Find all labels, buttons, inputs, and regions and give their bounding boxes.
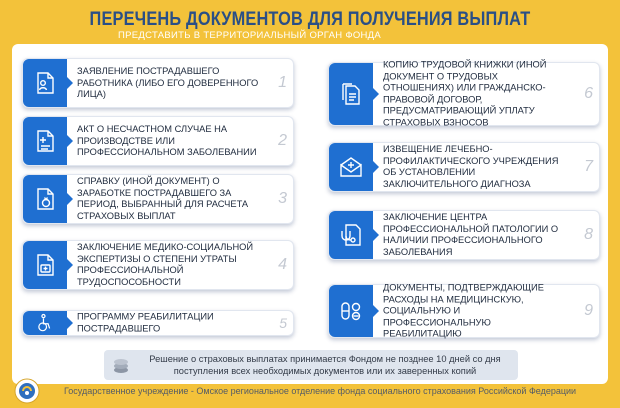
document-text: ЗАЯВЛЕНИЕ ПОСТРАДАВШЕГО РАБОТНИКА (ЛИБО ЕГО ДОВЕРЕННОГО ЛИЦА) <box>77 65 259 99</box>
document-card-2 <box>22 116 294 166</box>
medical-document-icon <box>23 117 67 165</box>
medical-envelope-icon <box>329 143 373 191</box>
document-number: 6 <box>584 85 593 102</box>
document-card-8 <box>328 210 600 260</box>
document-text: ИЗВЕЩЕНИЕ ЛЕЧЕБНО-ПРОФИЛАКТИЧЕСКОГО УЧРЕЖДЕНИЯ ОБ УСТАНОВЛЕНИИ ЗАКЛЮЧИТЕЛЬНОГО ДИАГНОЗА <box>383 144 559 189</box>
document-text: КОПИЮ ТРУДОВОЙ КНИЖКИ (ИНОЙ ДОКУМЕНТ О ТРУДОВЫХ ОТНОШЕНИЯХ) ИЛИ ГРАЖДАНСКО-ПРАВОВОЙ ДОГОВОР, ПРЕДУСМАТРИВАЮЩИЙ УПЛАТУ СТРАХОВЫХ ВЗНОСОВ <box>383 59 547 127</box>
note-text: Решение о страховых выплатах принимается Фондом не позднее 10 дней со дня поступления всех необходимых документов или их заверенных копий <box>149 354 501 376</box>
document-number: 9 <box>584 302 593 319</box>
document-number: 8 <box>584 226 593 243</box>
page-subtitle: ПРЕДСТАВИТЬ В ТЕРРИТОРИАЛЬНЫЙ ОРГАН ФОНДА <box>118 30 382 41</box>
document-text: АКТ О НЕСЧАСТНОМ СЛУЧАЕ НА ПРОИЗВОДСТВЕ ИЛИ ПРОФЕССИОНАЛЬНОМ ЗАБОЛЕВАНИИ <box>77 123 257 157</box>
document-text: ЗАКЛЮЧЕНИЕ МЕДИКО-СОЦИАЛЬНОЙ ЭКСПЕРТИЗЫ О СТЕПЕНИ УТРАТЫ ПРОФЕССИОНАЛЬНОЙ ТРУДОСПОСОБНОСТИ <box>77 242 254 287</box>
fss-logo-icon <box>14 378 40 404</box>
document-card-6 <box>328 59 600 127</box>
document-card-9 <box>328 284 600 338</box>
coins-icon <box>112 355 132 375</box>
wheelchair-icon <box>23 311 67 335</box>
document-text: ЗАКЛЮЧЕНИЕ ЦЕНТРА ПРОФЕССИОНАЛЬНОЙ ПАТОЛОГИИ О НАЛИЧИИ ПРОФЕССИОНАЛЬНОГО ЗАБОЛЕВАНИЯ <box>383 212 559 257</box>
stethoscope-document-icon <box>329 211 373 259</box>
document-text: ПРОГРАММУ РЕАБИЛИТАЦИИ ПОСТРАДАВШЕГО <box>77 311 214 333</box>
document-card-3 <box>22 174 294 224</box>
document-text: ДОКУМЕНТЫ, ПОДТВЕРЖДАЮЩИЕ РАСХОДЫ НА МЕДИЦИНСКУЮ, СОЦИАЛЬНУЮ И ПРОФЕССИОНАЛЬНУЮ РЕАБИЛИТАЦИЮ <box>383 282 544 339</box>
document-card-1 <box>22 58 294 108</box>
document-number: 2 <box>278 132 287 149</box>
pills-icon <box>329 285 373 337</box>
document-number: 1 <box>278 74 287 91</box>
money-document-icon <box>23 175 67 223</box>
document-card-5 <box>22 310 294 336</box>
info-note <box>104 350 518 380</box>
document-number: 5 <box>279 315 287 331</box>
document-card-7 <box>328 142 600 192</box>
medical-kit-document-icon <box>23 241 67 289</box>
page-title: ПЕРЕЧЕНЬ ДОКУМЕНТОВ ДЛЯ ПОЛУЧЕНИЯ ВЫПЛАТ <box>89 9 531 30</box>
person-document-icon <box>23 59 67 107</box>
document-text: СПРАВКУ (ИНОЙ ДОКУМЕНТ) О ЗАРАБОТКЕ ПОСТРАДАВШЕГО ЗА ПЕРИОД, ВЫБРАННЫЙ ДЛЯ РАСЧЕТА СТРАХОВЫХ ВЫПЛАТ <box>77 176 249 221</box>
documents-stack-icon <box>329 63 373 125</box>
footer-text: Государственное учреждение - Омское региональное отделение фонда социального страхования Российской Федерации <box>64 386 577 396</box>
document-number: 3 <box>278 190 287 207</box>
document-card-4 <box>22 240 294 290</box>
document-number: 7 <box>584 158 593 175</box>
document-number: 4 <box>278 256 287 273</box>
